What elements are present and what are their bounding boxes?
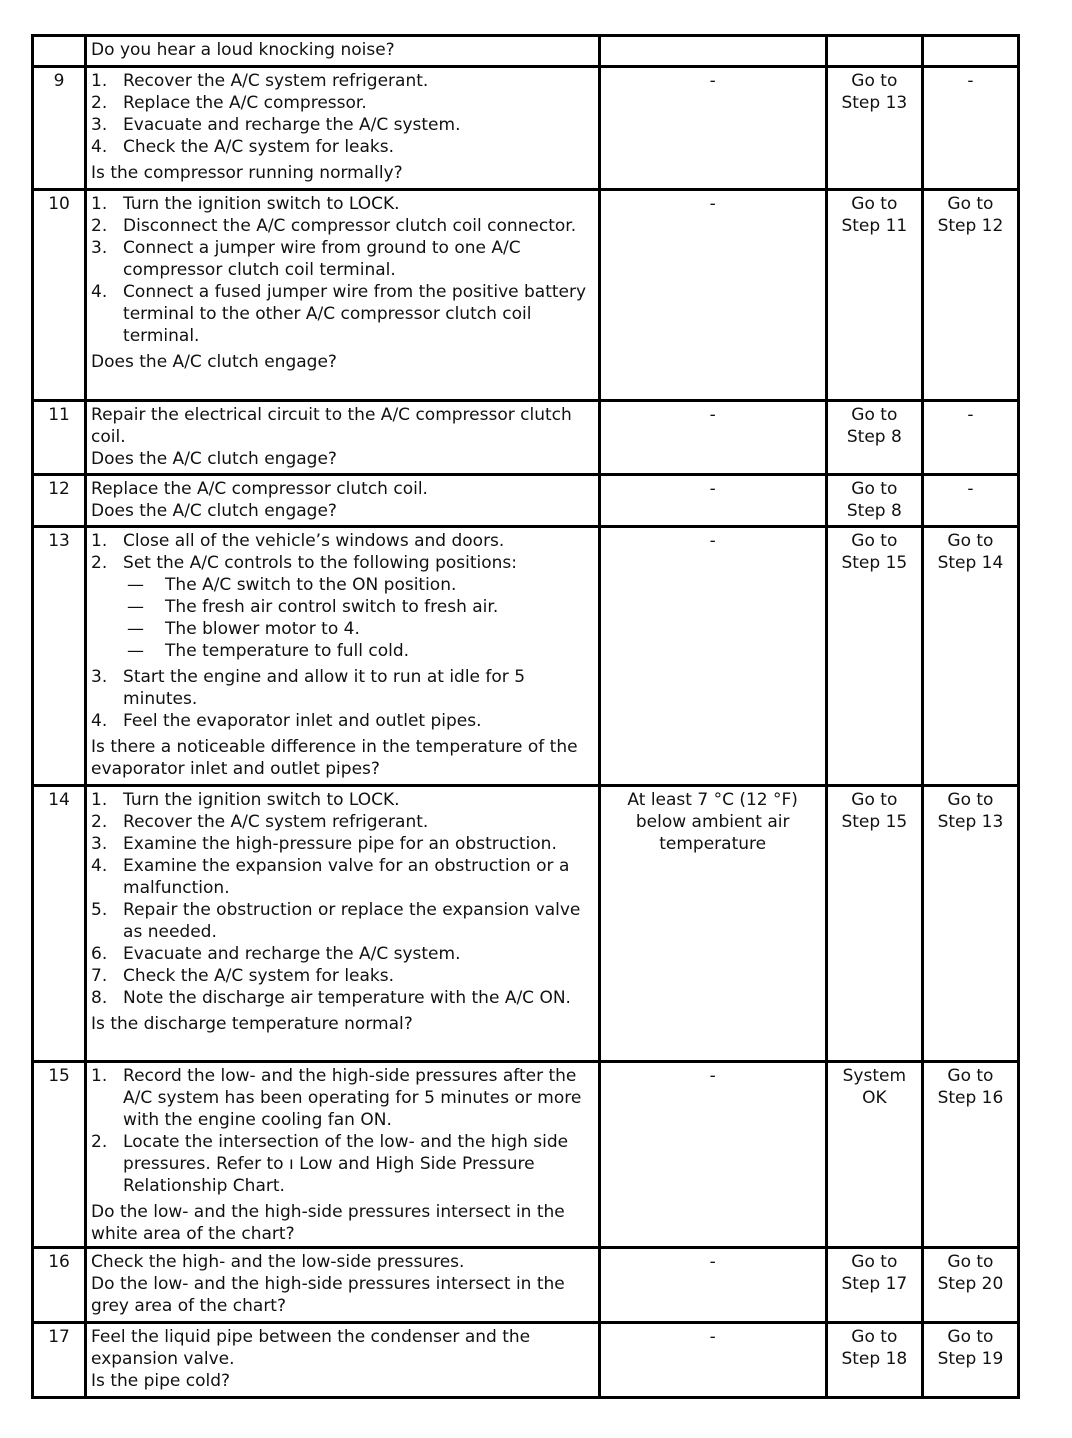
- value-cell: -: [599, 1248, 826, 1323]
- question-text: Is there a noticeable difference in the temperature of the evaporator inlet and outlet pipes?: [91, 737, 578, 779]
- step-list: [91, 789, 594, 1009]
- step-list: [91, 1065, 594, 1197]
- no-cell: Go to Step 19: [922, 1323, 1018, 1398]
- step-cell: 16: [33, 1248, 86, 1323]
- question-text: Is the pipe cold?: [91, 1371, 231, 1391]
- yes-cell: Go to Step 15: [826, 527, 922, 786]
- question-text: Is the compressor running normally?: [91, 163, 403, 183]
- question-text: Do you hear a loud knocking noise?: [91, 40, 395, 60]
- list-item: 2. Replace the A/C compressor.: [91, 93, 367, 113]
- table-row: [33, 190, 1019, 401]
- value-cell: -: [599, 527, 826, 786]
- yes-cell: Go to Step 13: [826, 67, 922, 190]
- question-text: Does the A/C clutch engage?: [91, 501, 337, 521]
- sub-list-item: — The temperature to full cold.: [127, 641, 410, 661]
- sub-list: [91, 574, 594, 662]
- action-cell: [86, 1062, 600, 1248]
- list-item: 3. Start the engine and allow it to run at idle for 5 minutes.: [91, 667, 526, 709]
- question-text: Do the low- and the high-side pressures intersect in the white area of the chart?: [91, 1202, 565, 1244]
- step-list: [91, 70, 594, 158]
- value-cell: -: [599, 67, 826, 190]
- list-item: 4. Connect a fused jumper wire from the positive battery terminal to the other A/C compressor clutch coil terminal.: [91, 282, 587, 346]
- list-item: 1. Turn the ignition switch to LOCK.: [91, 790, 400, 810]
- list-item: 3. Connect a jumper wire from ground to one A/C compressor clutch coil terminal.: [91, 238, 521, 280]
- yes-cell: Go to Step 17: [826, 1248, 922, 1323]
- yes-cell: Go to Step 15: [826, 786, 922, 1062]
- sub-list-item: — The fresh air control switch to fresh air.: [127, 597, 499, 617]
- step-cell: [33, 36, 86, 67]
- step-cell: 11: [33, 401, 86, 475]
- table-row: [33, 1062, 1019, 1248]
- question-text: Do the low- and the high-side pressures intersect in the grey area of the chart?: [91, 1274, 565, 1316]
- list-item: 2. Disconnect the A/C compressor clutch coil connector.: [91, 216, 577, 236]
- list-item: 2. Recover the A/C system refrigerant.: [91, 812, 429, 832]
- action-cell: [86, 401, 600, 475]
- step-cell: 14: [33, 786, 86, 1062]
- question-text: Is the discharge temperature normal?: [91, 1014, 413, 1034]
- table-row: [33, 401, 1019, 475]
- yes-cell: Go to Step 18: [826, 1323, 922, 1398]
- instruction-text: Repair the electrical circuit to the A/C compressor clutch coil.: [91, 405, 572, 447]
- instruction-text: Check the high- and the low-side pressures.: [91, 1252, 465, 1272]
- table-row: [33, 475, 1019, 527]
- step-cell: 15: [33, 1062, 86, 1248]
- table-row: [33, 1323, 1019, 1398]
- yes-cell: Go to Step 8: [826, 475, 922, 527]
- step-list: [91, 530, 594, 732]
- action-cell: [86, 1248, 600, 1323]
- action-cell: [86, 36, 600, 67]
- yes-cell: Go to Step 8: [826, 401, 922, 475]
- list-item: 2. Locate the intersection of the low- and the high side pressures. Refer to ı Low and High Side Pressure Relationship Chart.: [91, 1132, 569, 1196]
- no-cell: -: [922, 401, 1018, 475]
- yes-cell: Go to Step 11: [826, 190, 922, 401]
- table-row: [33, 1248, 1019, 1323]
- list-item: 1. Turn the ignition switch to LOCK.: [91, 194, 400, 214]
- step-cell: 17: [33, 1323, 86, 1398]
- list-item: 4. Check the A/C system for leaks.: [91, 137, 395, 157]
- table-row: [33, 786, 1019, 1062]
- value-cell: -: [599, 1062, 826, 1248]
- step-cell: 12: [33, 475, 86, 527]
- list-item: 3. Examine the high-pressure pipe for an obstruction.: [91, 834, 557, 854]
- list-item: 6. Evacuate and recharge the A/C system.: [91, 944, 461, 964]
- list-item: 1. Recover the A/C system refrigerant.: [91, 71, 429, 91]
- table-row: [33, 67, 1019, 190]
- diagnostic-table: [31, 34, 1020, 1399]
- list-item: 8. Note the discharge air temperature with the A/C ON.: [91, 988, 571, 1008]
- value-cell: At least 7 °C (12 °F) below ambient air temperature: [599, 786, 826, 1062]
- list-item: 2. Set the A/C controls to the following positions: — The A/C switch to the ON position. — The fresh air control switch to fresh air. — The blower motor to 4. — The temperature to full cold.: [91, 552, 594, 662]
- question-text: Does the A/C clutch engage?: [91, 449, 337, 469]
- no-cell: Go to Step 16: [922, 1062, 1018, 1248]
- list-item: 4. Examine the expansion valve for an obstruction or a malfunction.: [91, 856, 570, 898]
- question-text: Does the A/C clutch engage?: [91, 352, 337, 372]
- step-cell: 9: [33, 67, 86, 190]
- list-item: 4. Feel the evaporator inlet and outlet pipes.: [91, 711, 482, 731]
- list-item: 1. Record the low- and the high-side pressures after the A/C system has been operating for 5 minutes or more with the engine cooling fan ON.: [91, 1066, 582, 1130]
- no-cell: Go to Step 14: [922, 527, 1018, 786]
- value-cell: -: [599, 401, 826, 475]
- sub-list-item: — The blower motor to 4.: [127, 619, 360, 639]
- instruction-text: Feel the liquid pipe between the condenser and the expansion valve.: [91, 1327, 531, 1369]
- value-cell: -: [599, 1323, 826, 1398]
- no-cell: [922, 36, 1018, 67]
- action-cell: [86, 475, 600, 527]
- no-cell: Go to Step 12: [922, 190, 1018, 401]
- no-cell: Go to Step 13: [922, 786, 1018, 1062]
- instruction-text: Replace the A/C compressor clutch coil.: [91, 479, 428, 499]
- yes-cell: System OK: [826, 1062, 922, 1248]
- table-row: [33, 36, 1019, 67]
- no-cell: Go to Step 20: [922, 1248, 1018, 1323]
- step-cell: 10: [33, 190, 86, 401]
- list-item: 1. Close all of the vehicle’s windows and doors.: [91, 531, 505, 551]
- step-list: [91, 193, 594, 347]
- action-cell: [86, 67, 600, 190]
- yes-cell: [826, 36, 922, 67]
- list-item: 5. Repair the obstruction or replace the expansion valve as needed.: [91, 900, 581, 942]
- action-cell: [86, 527, 600, 786]
- value-cell: -: [599, 190, 826, 401]
- sub-list-item: — The A/C switch to the ON position.: [127, 575, 457, 595]
- no-cell: -: [922, 67, 1018, 190]
- action-cell: [86, 190, 600, 401]
- table-row: [33, 527, 1019, 786]
- value-cell: -: [599, 475, 826, 527]
- action-cell: [86, 1323, 600, 1398]
- list-item: 7. Check the A/C system for leaks.: [91, 966, 395, 986]
- no-cell: -: [922, 475, 1018, 527]
- value-cell: [599, 36, 826, 67]
- action-cell: [86, 786, 600, 1062]
- step-cell: 13: [33, 527, 86, 786]
- list-item: 3. Evacuate and recharge the A/C system.: [91, 115, 461, 135]
